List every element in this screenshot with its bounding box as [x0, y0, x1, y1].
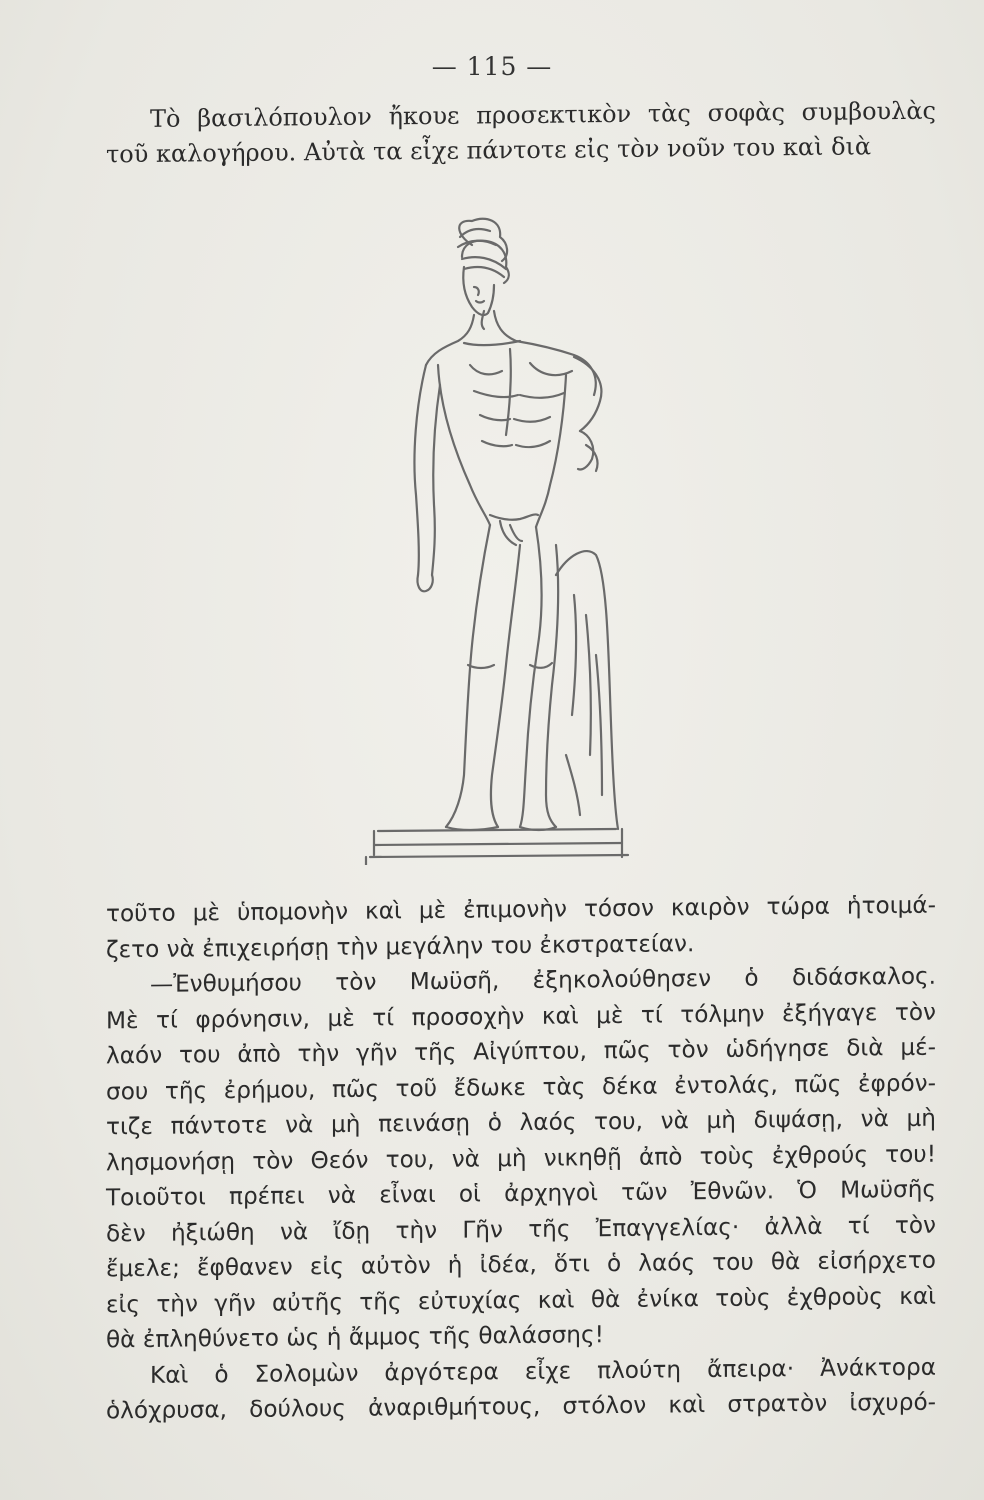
statue-drawing	[360, 215, 630, 865]
statue-illustration	[360, 215, 630, 865]
text-line: εἰς τὴν γῆν αὐτῆς τῆς εὐτυχίας καὶ θὰ ἐνίκα τοὺς ἐχθροὺς καὶ	[106, 1282, 936, 1318]
page-number: — 115 —	[431, 52, 553, 81]
text-line: τοῦ καλογήρου. Αὐτὰ τα εἶχε πάντοτε εἰς τὸν νοῦν του καὶ διὰ	[106, 132, 872, 169]
text-line: λαόν του ἀπὸ τὴν γῆν τῆς Αἰγύπτου, πῶς τὸν ὡδήγησε διὰ μέ-	[106, 1033, 936, 1070]
text-line: Τὸ βασιλόπουλον ἤκουε προσεκτικὸν τὰς σοφὰς συμβουλὰς	[150, 96, 936, 133]
text-line: Μὲ τί φρόνησιν, μὲ τί προσοχὴν καὶ μὲ τί τόλμην ἐξήγαγε τὸν	[106, 998, 936, 1034]
text-line: σου τῆς ἐρήμου, πῶς τοῦ ἔδωκε τὰς δέκα ἐντολάς, πῶς ἐφρόν-	[106, 1069, 936, 1105]
text-line: λησμονήσῃ τὸν Θεόν του, νὰ μὴ νικηθῇ ἀπὸ τοὺς ἐχθρούς του!	[106, 1140, 936, 1176]
bottom-paragraphs	[106, 888, 936, 1429]
text-line: ἔμελε; ἔφθανεν εἰς αὐτὸν ἡ ἰδέα, ὅτι ὁ λαός του θὰ εἰσήρχετο	[106, 1246, 936, 1283]
text-line: τοῦτο μὲ ὑπομονὴν καὶ μὲ ἐπιμονὴν τόσον καιρὸν τώρα ἡτοιμά-	[106, 891, 936, 928]
text-line: ζετο νὰ ἐπιχειρήσῃ τὴν μεγάλην του ἐκστρατείαν.	[106, 929, 695, 963]
text-line: δὲν ἠξιώθη νὰ ἴδῃ τὴν Γῆν τῆς Ἐπαγγελίας· ἀλλὰ τί τὸν	[106, 1211, 936, 1247]
text-line: —Ἐνθυμήσου τὸν Μωϋσῆ, ἐξηκολούθησεν ὁ διδάσκαλος.	[150, 962, 936, 998]
top-paragraph	[106, 94, 936, 173]
text-line: Καὶ ὁ Σολομὼν ἀργότερα εἶχε πλούτη ἄπειρα· Ἀνάκτορα	[150, 1353, 936, 1389]
text-line: τιζε πάντοτε νὰ μὴ πεινάσῃ ὁ λαός του, νὰ μὴ διψάσῃ, νὰ μὴ	[106, 1104, 936, 1141]
text-line: ὁλόχρυσα, δούλους ἀναριθμήτους, στόλον καὶ στρατὸν ἰσχυρό-	[106, 1388, 936, 1425]
text-line: Τοιοῦτοι πρέπει νὰ εἶναι οἱ ἀρχηγοὶ τῶν Ἐθνῶν. Ὁ Μωϋσῆς	[106, 1175, 936, 1212]
text-line: θὰ ἐπληθύνετο ὡς ἡ ἄμμος τῆς θαλάσσης!	[106, 1321, 604, 1354]
